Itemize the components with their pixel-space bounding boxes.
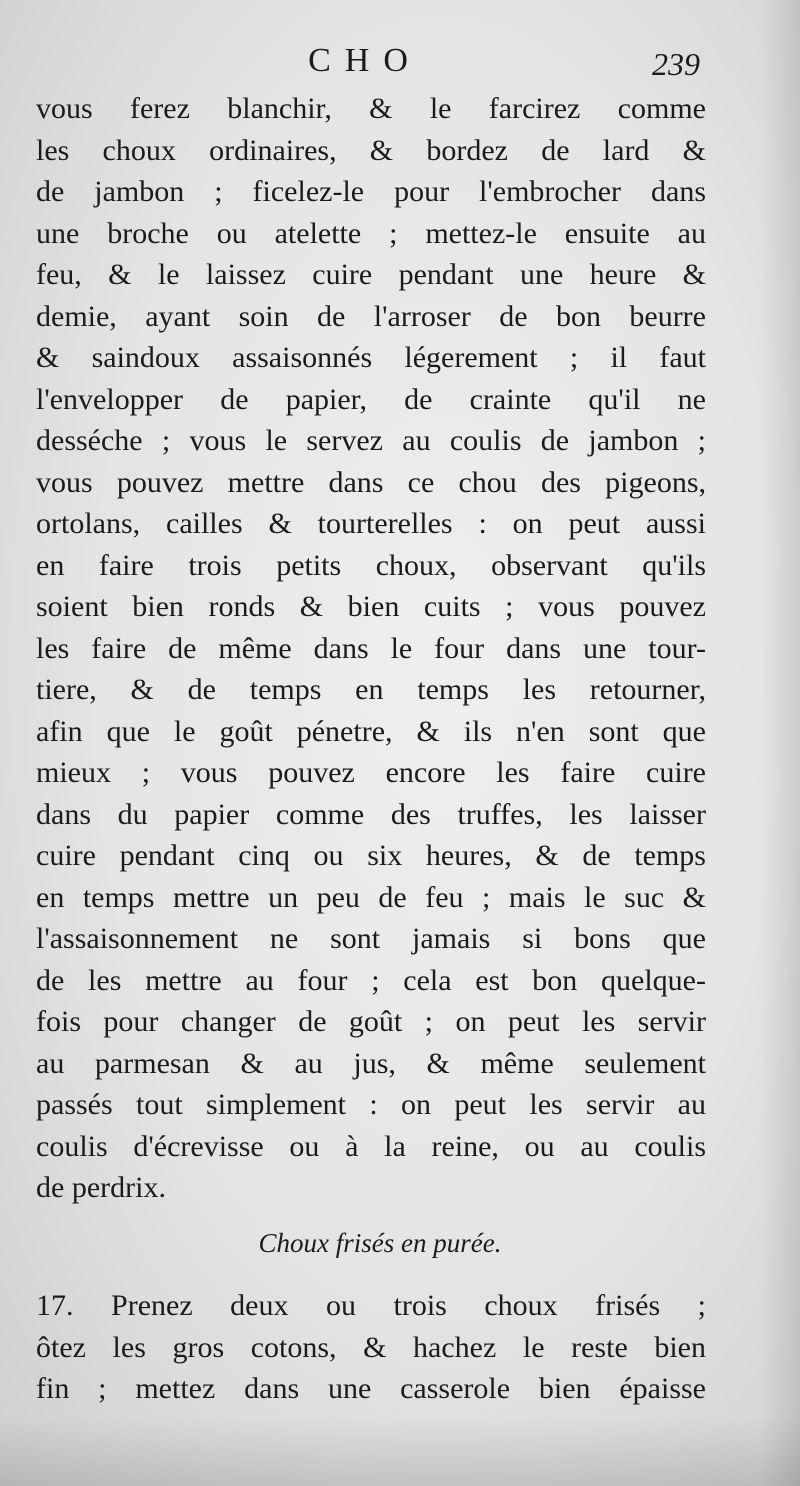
text-line: de perdrix. [36,1171,166,1204]
text-line: les choux ordinaires, & bordez de lard & [36,133,706,167]
text-line: ortolans, cailles & tourterelles : on peut aussi [36,507,706,540]
text-line: l'assaisonnement ne sont jamais si bons que [36,922,706,955]
text-line: de les mettre au four ; cela est bon quelque- [36,963,706,997]
text-line: feu, & le laissez cuire pendant une heure & [36,258,706,291]
text-line: au parmesan & au jus, & même seulement [36,1046,706,1080]
text-line: vous pouvez mettre dans ce chou des pigeons, [36,465,706,499]
text-line: en faire trois petits choux, observant qu'ils [36,548,706,582]
page-gutter-shadow [760,0,800,1486]
page-number: 239 [652,46,700,82]
text-line: tiere, & de temps en temps les retourner, [36,673,706,706]
text-line: soient bien ronds & bien cuits ; vous pouvez [36,590,706,623]
text-line: & saindoux assaisonnés légerement ; il faut [36,341,706,374]
text-line: vous ferez blanchir, & le farcirez comme [36,92,706,125]
text-line: fois pour changer de goût ; on peut les servir [36,1005,706,1038]
text-line: de jambon ; ficelez-le pour l'embrocher dans [36,175,706,208]
text-line: coulis d'écrevisse ou à la reine, ou au coulis [36,1129,706,1163]
text-line: les faire de même dans le four dans une tour- [36,631,706,665]
running-title: CHO [308,42,422,79]
body-paragraph [36,88,706,1209]
text-line: fin ; mettez dans une casserole bien épaisse [36,1372,706,1405]
text-line: 17. Prenez deux ou trois choux frisés ; [36,1289,706,1322]
text-line: en temps mettre un peu de feu ; mais le suc & [36,880,706,914]
text-line: l'envelopper de papier, de crainte qu'il ne [36,382,706,416]
text-line: afin que le goût pénetre, & ils n'en sont que [36,714,706,748]
text-line: dans du papier comme des truffes, les laisser [36,797,706,831]
text-line: une broche ou atelette ; mettez-le ensuite au [36,216,706,250]
section-heading: Choux frisés en purée. [258,1228,502,1258]
text-line: mieux ; vous pouvez encore les faire cuire [36,756,706,789]
text-line: demie, ayant soin de l'arroser de bon beurre [36,299,706,333]
page-bottom-shadow [0,1416,800,1486]
text-line: passés tout simplement : on peut les servir au [36,1088,706,1121]
text-line: cuire pendant cinq ou six heures, & de temps [36,839,706,872]
text-line: desséche ; vous le servez au coulis de jambon ; [36,424,706,457]
text-line: ôtez les gros cotons, & hachez le reste bien [36,1330,706,1364]
recipe-paragraph [36,1285,706,1410]
